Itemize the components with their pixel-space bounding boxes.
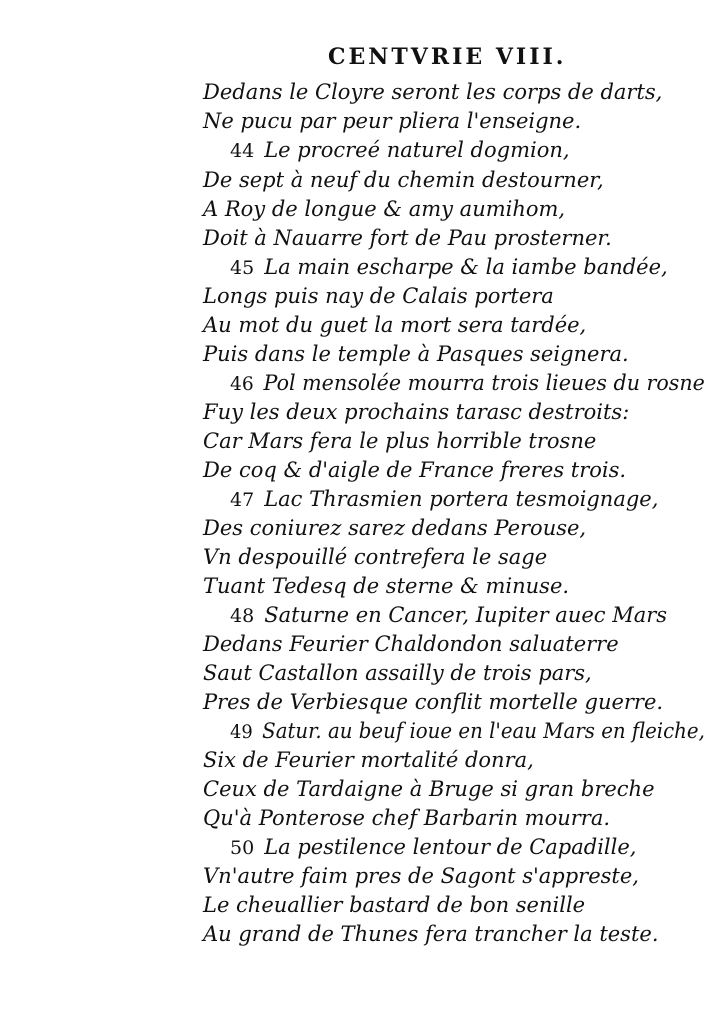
verse-line: Pres de Verbiesque conflit mortelle guerre. (203, 690, 664, 714)
verse-line: Qu'à Ponterose chef Barbarin mourra. (203, 806, 611, 830)
verse-line: Tuant Tedesq de sterne & minuse. (203, 574, 570, 598)
verse-line-numbered: 44 Le procreé naturel dogmion, (230, 138, 570, 162)
verse-line-numbered: 45 La main escharpe & la iambe bandée, (230, 255, 668, 279)
verse-line: Au mot du guet la mort sera tardée, (203, 313, 587, 337)
verse-line-numbered: 46 Pol mensolée mourra trois lieues du rosne (230, 371, 705, 395)
quatrain-number: 44 (230, 140, 255, 162)
verse-line: Longs puis nay de Calais portera (203, 284, 554, 308)
verse-line: Doit à Nauarre fort de Pau prosterner. (203, 226, 612, 250)
verse-line-numbered: 47 Lac Thrasmien portera tesmoignage, (230, 487, 659, 511)
verse-line: Dedans Feurier Chaldondon saluaterre (203, 632, 619, 656)
quatrain-number: 47 (230, 489, 255, 511)
verse-line: Car Mars fera le plus horrible trosne (203, 429, 597, 453)
running-head: CENTVRIE VIII. (328, 44, 567, 70)
verse-line: Des coniurez sarez dedans Perouse, (203, 516, 587, 540)
quatrain-number: 45 (230, 257, 255, 279)
verse-line-numbered: 50 La pestilence lentour de Capadille, (230, 835, 637, 859)
verse-line: Au grand de Thunes fera trancher la teste. (203, 922, 659, 946)
verse-line: Vn despouillé contrefera le sage (203, 545, 548, 569)
verse-line: Dedans le Cloyre seront les corps de darts, (203, 80, 663, 104)
verse-line: Ceux de Tardaigne à Bruge si gran breche (203, 777, 655, 801)
verse-line: De coq & d'aigle de France freres trois. (203, 458, 627, 482)
verse-line: Six de Feurier mortalité donra, (203, 748, 534, 772)
verse-line: A Roy de longue & amy aumihom, (203, 197, 566, 221)
verse-line: Puis dans le temple à Pasques seignera. (203, 342, 629, 366)
verse-line: Ne pucu par peur pliera l'enseigne. (203, 109, 582, 133)
verse-line: Saut Castallon assailly de trois pars, (203, 661, 592, 685)
quatrain-number: 50 (230, 837, 255, 859)
verse-line: Vn'autre faim pres de Sagont s'appreste, (203, 864, 639, 888)
quatrain-number: 48 (230, 605, 255, 627)
verse-line: Le cheuallier bastard de bon senille (203, 893, 586, 917)
verse-line: De sept à neuf du chemin destourner, (203, 168, 604, 192)
quatrain-number: 49 (230, 721, 253, 743)
verse-line: Fuy les deux prochains tarasc destroits: (203, 400, 630, 424)
quatrain-number: 46 (230, 373, 254, 395)
verse-line-numbered: 49 Satur. au beuf ioue en l'eau Mars en fleiche, (230, 719, 705, 743)
verse-line-numbered: 48 Saturne en Cancer, Iupiter auec Mars (230, 603, 668, 627)
